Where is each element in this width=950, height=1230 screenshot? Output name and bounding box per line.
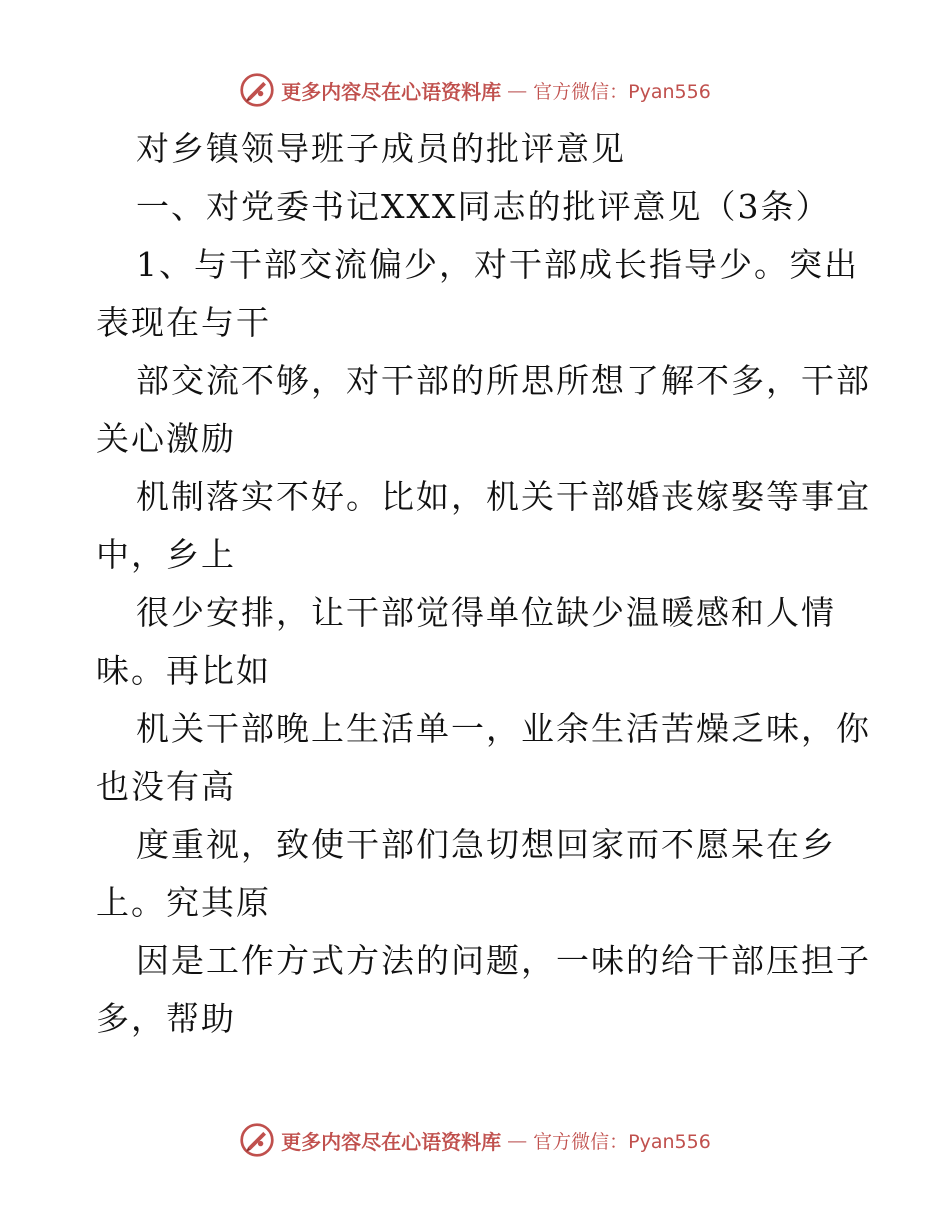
paragraph-line: 很少安排，让干部觉得单位缺少温暖感和人情 (136, 593, 836, 632)
paragraph-line: 机制落实不好。比如，机关干部婚丧嫁娶等事宜 (136, 477, 871, 516)
pen-logo-icon (239, 1122, 275, 1158)
paragraph-line: 度重视，致使干部们急切想回家而不愿呆在乡 (136, 825, 836, 864)
paragraph-line: 1、与干部交流偏少，对干部成长指导少。突出 (136, 245, 859, 284)
paragraph-line: 上。究其原 (96, 883, 271, 922)
watermark-text: 更多内容尽在心语资料库 (281, 1129, 502, 1154)
section-heading: 一、对党委书记XXX同志的批评意见（3条） (136, 187, 831, 226)
watermark-text: 更多内容尽在心语资料库 (281, 79, 502, 104)
paragraph-line: 也没有高 (96, 767, 236, 806)
paragraph-line: 关心激励 (96, 419, 236, 458)
watermark-account: 官方微信：Pyan556 (533, 80, 711, 103)
paragraph-line: 因是工作方式方法的问题，一味的给干部压担子 (136, 941, 871, 980)
paragraph-line: 部交流不够，对干部的所思所想了解不多，干部 (136, 361, 871, 400)
paragraph-line: 机关干部晚上生活单一，业余生活苦燥乏味，你 (136, 709, 871, 748)
paragraph-line: 多，帮助 (96, 999, 236, 1038)
document-title: 对乡镇领导班子成员的批评意见 (136, 129, 626, 168)
document-body (96, 120, 871, 1048)
paragraph-line: 中，乡上 (96, 535, 236, 574)
watermark-footer (0, 1118, 950, 1162)
pen-logo-icon (239, 72, 275, 108)
paragraph-line: 表现在与干 (96, 303, 271, 342)
watermark-separator: — (507, 78, 528, 102)
watermark-separator: — (507, 1128, 528, 1152)
watermark-header (0, 68, 950, 112)
watermark-account: 官方微信：Pyan556 (533, 1130, 711, 1153)
paragraph-line: 味。再比如 (96, 651, 271, 690)
